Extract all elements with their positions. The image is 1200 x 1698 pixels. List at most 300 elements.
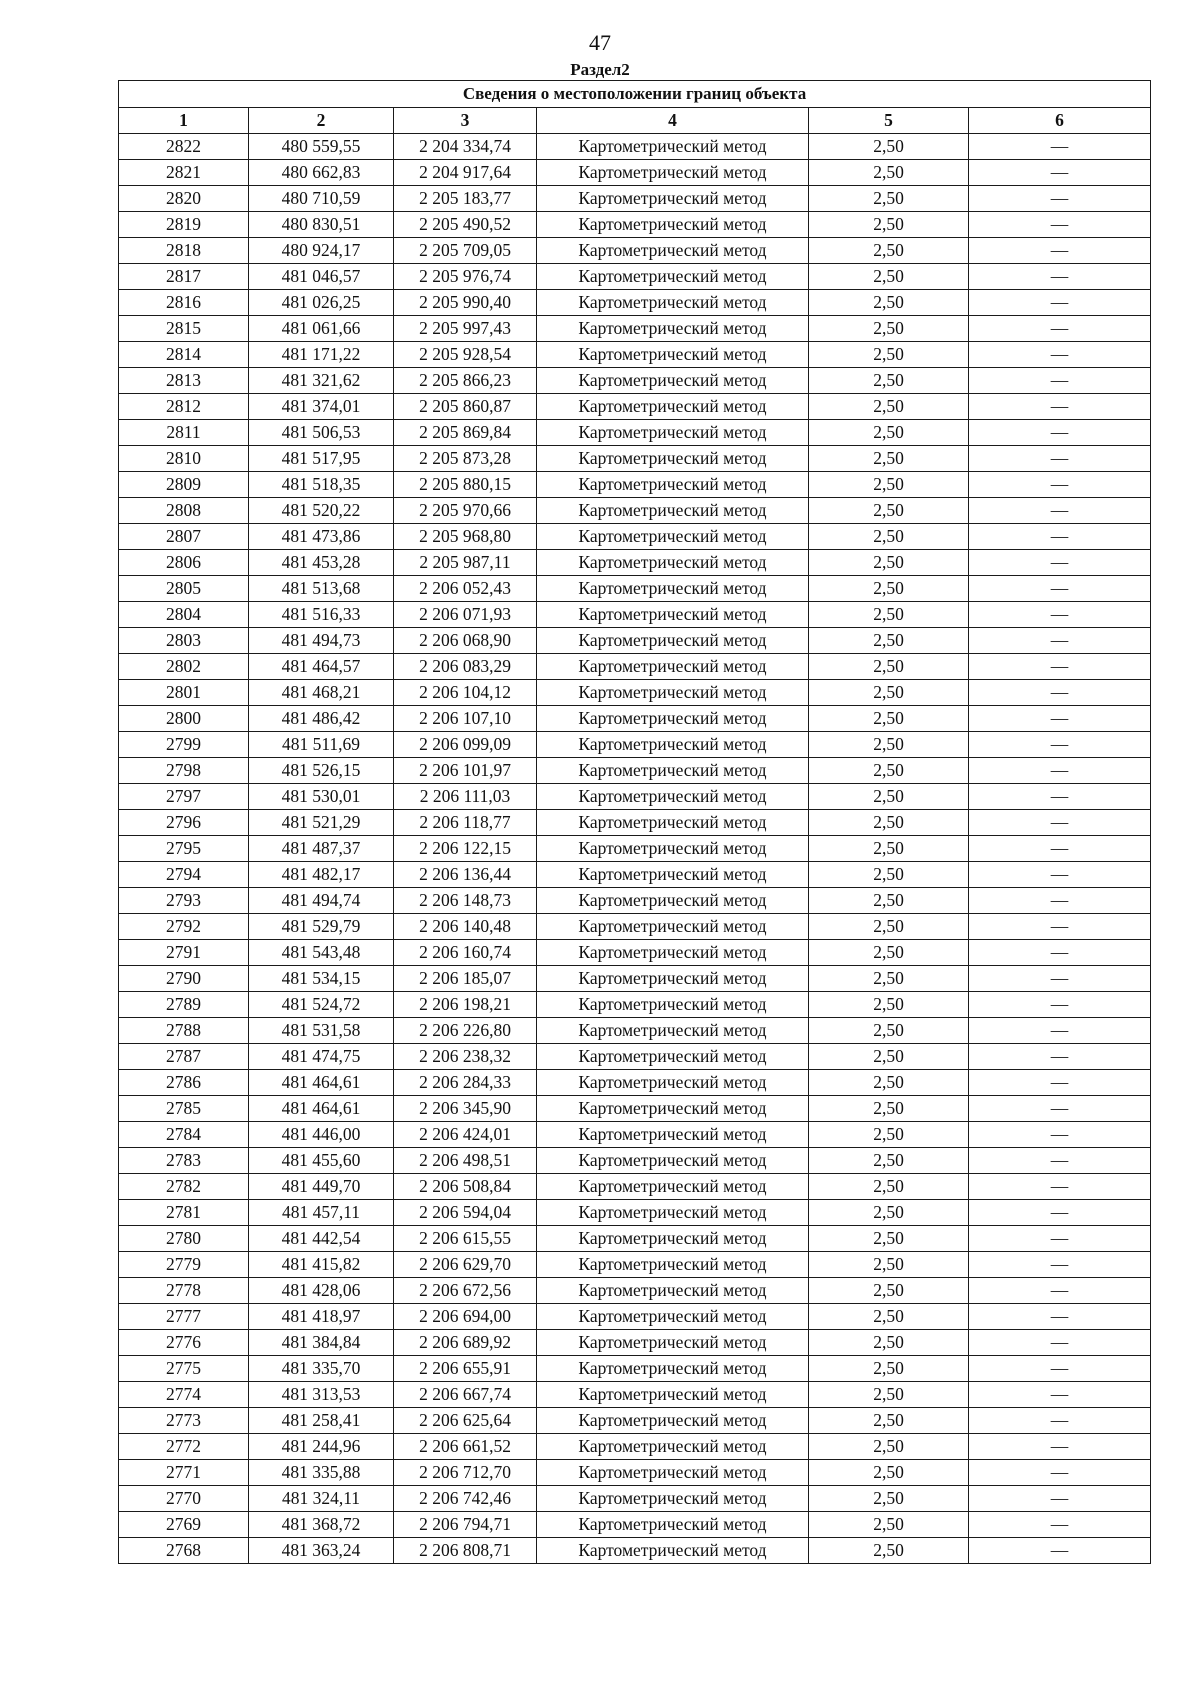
point-number-cell: 2775 <box>119 1356 249 1382</box>
y-coordinate-cell: 2 205 709,05 <box>394 238 537 264</box>
description-cell: — <box>969 134 1151 160</box>
point-number-cell: 2787 <box>119 1044 249 1070</box>
point-number-cell: 2779 <box>119 1252 249 1278</box>
table-row <box>119 1226 1151 1252</box>
x-coordinate-cell: 481 494,73 <box>249 628 394 654</box>
x-coordinate-cell: 481 258,41 <box>249 1408 394 1434</box>
boundary-coordinates-table <box>118 80 1151 1564</box>
table-row <box>119 1434 1151 1460</box>
x-coordinate-cell: 481 487,37 <box>249 836 394 862</box>
point-number-cell: 2770 <box>119 1486 249 1512</box>
method-cell: Картометрический метод <box>537 160 809 186</box>
x-coordinate-cell: 481 464,57 <box>249 654 394 680</box>
description-cell: — <box>969 1148 1151 1174</box>
point-number-cell: 2782 <box>119 1174 249 1200</box>
accuracy-cell: 2,50 <box>809 1278 969 1304</box>
table-row <box>119 1512 1151 1538</box>
method-cell: Картометрический метод <box>537 134 809 160</box>
point-number-cell: 2774 <box>119 1382 249 1408</box>
description-cell: — <box>969 212 1151 238</box>
table-row <box>119 1044 1151 1070</box>
table-row <box>119 1200 1151 1226</box>
description-cell: — <box>969 264 1151 290</box>
accuracy-cell: 2,50 <box>809 1148 969 1174</box>
method-cell: Картометрический метод <box>537 758 809 784</box>
point-number-cell: 2801 <box>119 680 249 706</box>
accuracy-cell: 2,50 <box>809 602 969 628</box>
column-header: 4 <box>537 108 809 134</box>
page-number: 47 <box>589 30 611 55</box>
description-cell: — <box>969 472 1151 498</box>
y-coordinate-cell: 2 206 136,44 <box>394 862 537 888</box>
y-coordinate-cell: 2 206 099,09 <box>394 732 537 758</box>
description-cell: — <box>969 342 1151 368</box>
description-cell: — <box>969 576 1151 602</box>
y-coordinate-cell: 2 205 490,52 <box>394 212 537 238</box>
y-coordinate-cell: 2 206 140,48 <box>394 914 537 940</box>
accuracy-cell: 2,50 <box>809 628 969 654</box>
table-row <box>119 1408 1151 1434</box>
table-row <box>119 446 1151 472</box>
point-number-cell: 2769 <box>119 1512 249 1538</box>
accuracy-cell: 2,50 <box>809 1486 969 1512</box>
table-header-row <box>119 108 1151 134</box>
y-coordinate-cell: 2 206 712,70 <box>394 1460 537 1486</box>
point-number-cell: 2810 <box>119 446 249 472</box>
table-row <box>119 654 1151 680</box>
method-cell: Картометрический метод <box>537 1512 809 1538</box>
description-cell: — <box>969 1252 1151 1278</box>
method-cell: Картометрический метод <box>537 862 809 888</box>
method-cell: Картометрический метод <box>537 1486 809 1512</box>
method-cell: Картометрический метод <box>537 602 809 628</box>
y-coordinate-cell: 2 205 970,66 <box>394 498 537 524</box>
x-coordinate-cell: 481 543,48 <box>249 940 394 966</box>
y-coordinate-cell: 2 204 334,74 <box>394 134 537 160</box>
description-cell: — <box>969 966 1151 992</box>
accuracy-cell: 2,50 <box>809 1252 969 1278</box>
x-coordinate-cell: 481 520,22 <box>249 498 394 524</box>
x-coordinate-cell: 481 511,69 <box>249 732 394 758</box>
point-number-cell: 2781 <box>119 1200 249 1226</box>
y-coordinate-cell: 2 206 689,92 <box>394 1330 537 1356</box>
method-cell: Картометрический метод <box>537 524 809 550</box>
table-row <box>119 550 1151 576</box>
y-coordinate-cell: 2 206 424,01 <box>394 1122 537 1148</box>
method-cell: Картометрический метод <box>537 628 809 654</box>
table-row <box>119 290 1151 316</box>
x-coordinate-cell: 481 524,72 <box>249 992 394 1018</box>
table-row <box>119 1018 1151 1044</box>
accuracy-cell: 2,50 <box>809 836 969 862</box>
x-coordinate-cell: 481 171,22 <box>249 342 394 368</box>
x-coordinate-cell: 481 442,54 <box>249 1226 394 1252</box>
y-coordinate-cell: 2 206 794,71 <box>394 1512 537 1538</box>
description-cell: — <box>969 290 1151 316</box>
x-coordinate-cell: 481 446,00 <box>249 1122 394 1148</box>
y-coordinate-cell: 2 206 160,74 <box>394 940 537 966</box>
table-row <box>119 1356 1151 1382</box>
description-cell: — <box>969 1174 1151 1200</box>
y-coordinate-cell: 2 206 615,55 <box>394 1226 537 1252</box>
column-header: 3 <box>394 108 537 134</box>
accuracy-cell: 2,50 <box>809 498 969 524</box>
point-number-cell: 2797 <box>119 784 249 810</box>
accuracy-cell: 2,50 <box>809 342 969 368</box>
table-caption-row <box>119 81 1151 108</box>
description-cell: — <box>969 1356 1151 1382</box>
table-row <box>119 212 1151 238</box>
description-cell: — <box>969 732 1151 758</box>
point-number-cell: 2816 <box>119 290 249 316</box>
table-row <box>119 472 1151 498</box>
x-coordinate-cell: 481 473,86 <box>249 524 394 550</box>
description-cell: — <box>969 316 1151 342</box>
table-row <box>119 420 1151 446</box>
column-header: 2 <box>249 108 394 134</box>
accuracy-cell: 2,50 <box>809 966 969 992</box>
method-cell: Картометрический метод <box>537 1096 809 1122</box>
y-coordinate-cell: 2 206 122,15 <box>394 836 537 862</box>
point-number-cell: 2784 <box>119 1122 249 1148</box>
description-cell: — <box>969 524 1151 550</box>
description-cell: — <box>969 1538 1151 1564</box>
table-row <box>119 524 1151 550</box>
x-coordinate-cell: 481 516,33 <box>249 602 394 628</box>
method-cell: Картометрический метод <box>537 992 809 1018</box>
x-coordinate-cell: 481 384,84 <box>249 1330 394 1356</box>
accuracy-cell: 2,50 <box>809 888 969 914</box>
table-row <box>119 134 1151 160</box>
table-row <box>119 1252 1151 1278</box>
point-number-cell: 2792 <box>119 914 249 940</box>
accuracy-cell: 2,50 <box>809 1174 969 1200</box>
accuracy-cell: 2,50 <box>809 368 969 394</box>
table-row <box>119 758 1151 784</box>
accuracy-cell: 2,50 <box>809 1434 969 1460</box>
y-coordinate-cell: 2 206 345,90 <box>394 1096 537 1122</box>
accuracy-cell: 2,50 <box>809 940 969 966</box>
accuracy-cell: 2,50 <box>809 1096 969 1122</box>
point-number-cell: 2771 <box>119 1460 249 1486</box>
x-coordinate-cell: 481 457,11 <box>249 1200 394 1226</box>
point-number-cell: 2802 <box>119 654 249 680</box>
x-coordinate-cell: 481 313,53 <box>249 1382 394 1408</box>
accuracy-cell: 2,50 <box>809 1382 969 1408</box>
y-coordinate-cell: 2 204 917,64 <box>394 160 537 186</box>
point-number-cell: 2777 <box>119 1304 249 1330</box>
table-row <box>119 394 1151 420</box>
method-cell: Картометрический метод <box>537 966 809 992</box>
accuracy-cell: 2,50 <box>809 576 969 602</box>
method-cell: Картометрический метод <box>537 1044 809 1070</box>
x-coordinate-cell: 481 494,74 <box>249 888 394 914</box>
x-coordinate-cell: 481 521,29 <box>249 810 394 836</box>
method-cell: Картометрический метод <box>537 264 809 290</box>
point-number-cell: 2821 <box>119 160 249 186</box>
table-row <box>119 316 1151 342</box>
method-cell: Картометрический метод <box>537 316 809 342</box>
point-number-cell: 2780 <box>119 1226 249 1252</box>
point-number-cell: 2818 <box>119 238 249 264</box>
method-cell: Картометрический метод <box>537 888 809 914</box>
column-header: 1 <box>119 108 249 134</box>
description-cell: — <box>969 446 1151 472</box>
description-cell: — <box>969 1278 1151 1304</box>
table-row <box>119 862 1151 888</box>
x-coordinate-cell: 481 428,06 <box>249 1278 394 1304</box>
point-number-cell: 2783 <box>119 1148 249 1174</box>
x-coordinate-cell: 481 415,82 <box>249 1252 394 1278</box>
y-coordinate-cell: 2 206 101,97 <box>394 758 537 784</box>
y-coordinate-cell: 2 205 860,87 <box>394 394 537 420</box>
y-coordinate-cell: 2 206 508,84 <box>394 1174 537 1200</box>
x-coordinate-cell: 481 534,15 <box>249 966 394 992</box>
y-coordinate-cell: 2 206 655,91 <box>394 1356 537 1382</box>
accuracy-cell: 2,50 <box>809 212 969 238</box>
x-coordinate-cell: 481 513,68 <box>249 576 394 602</box>
y-coordinate-cell: 2 206 148,73 <box>394 888 537 914</box>
y-coordinate-cell: 2 205 990,40 <box>394 290 537 316</box>
table-row <box>119 1460 1151 1486</box>
point-number-cell: 2778 <box>119 1278 249 1304</box>
accuracy-cell: 2,50 <box>809 1512 969 1538</box>
accuracy-cell: 2,50 <box>809 1044 969 1070</box>
description-cell: — <box>969 368 1151 394</box>
table-row <box>119 706 1151 732</box>
accuracy-cell: 2,50 <box>809 1538 969 1564</box>
column-header: 5 <box>809 108 969 134</box>
description-cell: — <box>969 394 1151 420</box>
x-coordinate-cell: 481 026,25 <box>249 290 394 316</box>
accuracy-cell: 2,50 <box>809 420 969 446</box>
y-coordinate-cell: 2 206 667,74 <box>394 1382 537 1408</box>
x-coordinate-cell: 480 924,17 <box>249 238 394 264</box>
y-coordinate-cell: 2 205 997,43 <box>394 316 537 342</box>
description-cell: — <box>969 862 1151 888</box>
method-cell: Картометрический метод <box>537 914 809 940</box>
x-coordinate-cell: 481 418,97 <box>249 1304 394 1330</box>
y-coordinate-cell: 2 206 498,51 <box>394 1148 537 1174</box>
x-coordinate-cell: 481 464,61 <box>249 1096 394 1122</box>
y-coordinate-cell: 2 205 869,84 <box>394 420 537 446</box>
point-number-cell: 2819 <box>119 212 249 238</box>
point-number-cell: 2786 <box>119 1070 249 1096</box>
accuracy-cell: 2,50 <box>809 264 969 290</box>
description-cell: — <box>969 1096 1151 1122</box>
method-cell: Картометрический метод <box>537 472 809 498</box>
y-coordinate-cell: 2 206 238,32 <box>394 1044 537 1070</box>
accuracy-cell: 2,50 <box>809 1018 969 1044</box>
table-row <box>119 1148 1151 1174</box>
table-row <box>119 1174 1151 1200</box>
x-coordinate-cell: 481 368,72 <box>249 1512 394 1538</box>
table-row <box>119 628 1151 654</box>
method-cell: Картометрический метод <box>537 784 809 810</box>
table-row <box>119 1096 1151 1122</box>
x-coordinate-cell: 481 455,60 <box>249 1148 394 1174</box>
point-number-cell: 2796 <box>119 810 249 836</box>
x-coordinate-cell: 481 517,95 <box>249 446 394 472</box>
point-number-cell: 2814 <box>119 342 249 368</box>
point-number-cell: 2798 <box>119 758 249 784</box>
method-cell: Картометрический метод <box>537 1330 809 1356</box>
accuracy-cell: 2,50 <box>809 1226 969 1252</box>
point-number-cell: 2794 <box>119 862 249 888</box>
method-cell: Картометрический метод <box>537 1148 809 1174</box>
y-coordinate-cell: 2 206 808,71 <box>394 1538 537 1564</box>
x-coordinate-cell: 480 830,51 <box>249 212 394 238</box>
point-number-cell: 2808 <box>119 498 249 524</box>
table-row <box>119 238 1151 264</box>
x-coordinate-cell: 481 531,58 <box>249 1018 394 1044</box>
accuracy-cell: 2,50 <box>809 446 969 472</box>
accuracy-cell: 2,50 <box>809 1200 969 1226</box>
method-cell: Картометрический метод <box>537 238 809 264</box>
method-cell: Картометрический метод <box>537 1434 809 1460</box>
accuracy-cell: 2,50 <box>809 654 969 680</box>
method-cell: Картометрический метод <box>537 498 809 524</box>
accuracy-cell: 2,50 <box>809 992 969 1018</box>
y-coordinate-cell: 2 206 629,70 <box>394 1252 537 1278</box>
point-number-cell: 2809 <box>119 472 249 498</box>
y-coordinate-cell: 2 205 928,54 <box>394 342 537 368</box>
method-cell: Картометрический метод <box>537 290 809 316</box>
description-cell: — <box>969 1434 1151 1460</box>
accuracy-cell: 2,50 <box>809 680 969 706</box>
y-coordinate-cell: 2 206 107,10 <box>394 706 537 732</box>
accuracy-cell: 2,50 <box>809 134 969 160</box>
table-row <box>119 264 1151 290</box>
method-cell: Картометрический метод <box>537 420 809 446</box>
y-coordinate-cell: 2 206 226,80 <box>394 1018 537 1044</box>
accuracy-cell: 2,50 <box>809 1460 969 1486</box>
description-cell: — <box>969 550 1151 576</box>
y-coordinate-cell: 2 206 625,64 <box>394 1408 537 1434</box>
method-cell: Картометрический метод <box>537 1356 809 1382</box>
x-coordinate-cell: 481 486,42 <box>249 706 394 732</box>
point-number-cell: 2804 <box>119 602 249 628</box>
table-row <box>119 498 1151 524</box>
y-coordinate-cell: 2 206 694,00 <box>394 1304 537 1330</box>
x-coordinate-cell: 481 506,53 <box>249 420 394 446</box>
point-number-cell: 2811 <box>119 420 249 446</box>
y-coordinate-cell: 2 206 083,29 <box>394 654 537 680</box>
accuracy-cell: 2,50 <box>809 1070 969 1096</box>
table-row <box>119 940 1151 966</box>
y-coordinate-cell: 2 206 661,52 <box>394 1434 537 1460</box>
method-cell: Картометрический метод <box>537 810 809 836</box>
point-number-cell: 2793 <box>119 888 249 914</box>
description-cell: — <box>969 628 1151 654</box>
table-row <box>119 368 1151 394</box>
accuracy-cell: 2,50 <box>809 1122 969 1148</box>
accuracy-cell: 2,50 <box>809 394 969 420</box>
accuracy-cell: 2,50 <box>809 160 969 186</box>
accuracy-cell: 2,50 <box>809 706 969 732</box>
table-caption: Сведения о местоположении границ объекта <box>119 81 1151 108</box>
description-cell: — <box>969 1304 1151 1330</box>
y-coordinate-cell: 2 206 071,93 <box>394 602 537 628</box>
table-row <box>119 1382 1151 1408</box>
description-cell: — <box>969 1408 1151 1434</box>
y-coordinate-cell: 2 206 118,77 <box>394 810 537 836</box>
description-cell: — <box>969 940 1151 966</box>
accuracy-cell: 2,50 <box>809 784 969 810</box>
method-cell: Картометрический метод <box>537 1408 809 1434</box>
point-number-cell: 2806 <box>119 550 249 576</box>
method-cell: Картометрический метод <box>537 186 809 212</box>
method-cell: Картометрический метод <box>537 1226 809 1252</box>
method-cell: Картометрический метод <box>537 1122 809 1148</box>
accuracy-cell: 2,50 <box>809 732 969 758</box>
point-number-cell: 2768 <box>119 1538 249 1564</box>
description-cell: — <box>969 1122 1151 1148</box>
method-cell: Картометрический метод <box>537 1070 809 1096</box>
table-row <box>119 1122 1151 1148</box>
method-cell: Картометрический метод <box>537 576 809 602</box>
description-cell: — <box>969 1382 1151 1408</box>
y-coordinate-cell: 2 206 068,90 <box>394 628 537 654</box>
x-coordinate-cell: 481 529,79 <box>249 914 394 940</box>
accuracy-cell: 2,50 <box>809 810 969 836</box>
method-cell: Картометрический метод <box>537 706 809 732</box>
description-cell: — <box>969 1460 1151 1486</box>
description-cell: — <box>969 186 1151 212</box>
point-number-cell: 2813 <box>119 368 249 394</box>
description-cell: — <box>969 758 1151 784</box>
table-body <box>119 134 1151 1564</box>
x-coordinate-cell: 481 374,01 <box>249 394 394 420</box>
x-coordinate-cell: 481 335,88 <box>249 1460 394 1486</box>
accuracy-cell: 2,50 <box>809 1304 969 1330</box>
table-row <box>119 160 1151 186</box>
description-cell: — <box>969 654 1151 680</box>
method-cell: Картометрический метод <box>537 1304 809 1330</box>
point-number-cell: 2788 <box>119 1018 249 1044</box>
y-coordinate-cell: 2 205 183,77 <box>394 186 537 212</box>
point-number-cell: 2790 <box>119 966 249 992</box>
accuracy-cell: 2,50 <box>809 862 969 888</box>
y-coordinate-cell: 2 206 198,21 <box>394 992 537 1018</box>
point-number-cell: 2785 <box>119 1096 249 1122</box>
method-cell: Картометрический метод <box>537 680 809 706</box>
y-coordinate-cell: 2 205 880,15 <box>394 472 537 498</box>
table-row <box>119 1330 1151 1356</box>
point-number-cell: 2803 <box>119 628 249 654</box>
table-row <box>119 1070 1151 1096</box>
method-cell: Картометрический метод <box>537 1174 809 1200</box>
method-cell: Картометрический метод <box>537 368 809 394</box>
x-coordinate-cell: 481 468,21 <box>249 680 394 706</box>
x-coordinate-cell: 481 363,24 <box>249 1538 394 1564</box>
y-coordinate-cell: 2 205 873,28 <box>394 446 537 472</box>
method-cell: Картометрический метод <box>537 836 809 862</box>
x-coordinate-cell: 480 710,59 <box>249 186 394 212</box>
description-cell: — <box>969 706 1151 732</box>
method-cell: Картометрический метод <box>537 342 809 368</box>
x-coordinate-cell: 481 464,61 <box>249 1070 394 1096</box>
method-cell: Картометрический метод <box>537 212 809 238</box>
y-coordinate-cell: 2 206 052,43 <box>394 576 537 602</box>
y-coordinate-cell: 2 205 987,11 <box>394 550 537 576</box>
table-row <box>119 784 1151 810</box>
x-coordinate-cell: 481 474,75 <box>249 1044 394 1070</box>
point-number-cell: 2789 <box>119 992 249 1018</box>
method-cell: Картометрический метод <box>537 1252 809 1278</box>
method-cell: Картометрический метод <box>537 1460 809 1486</box>
description-cell: — <box>969 1330 1151 1356</box>
